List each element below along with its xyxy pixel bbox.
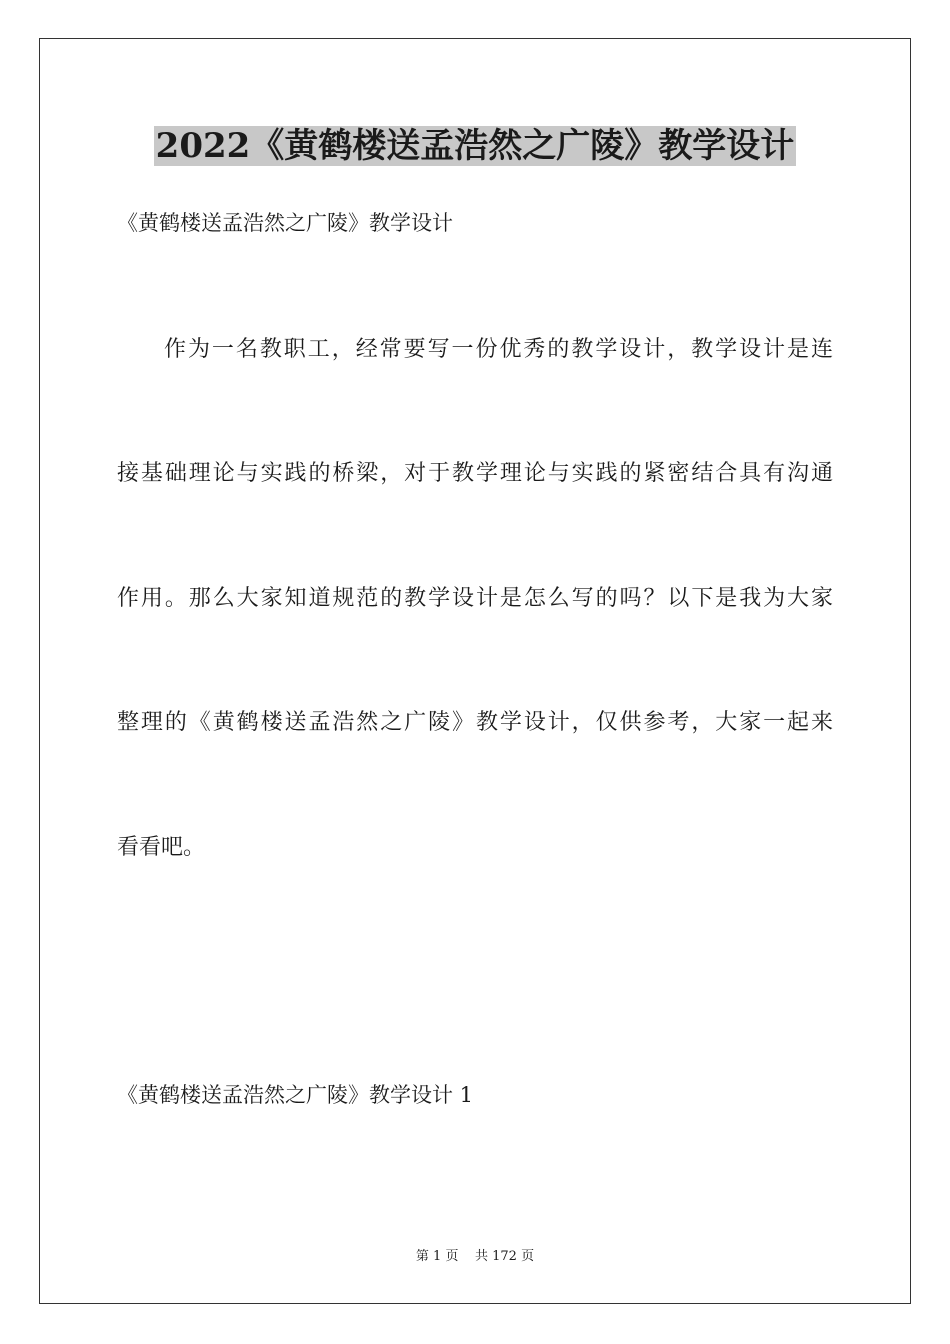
intro-paragraph-line-5: 看看吧。 (117, 835, 206, 860)
document-title-text: 2022《黄鹤楼送孟浩然之广陵》教学设计 (155, 126, 795, 166)
intro-paragraph-line-2: 接基础理论与实践的桥梁，对于教学理论与实践的紧密结合具有沟通 (117, 461, 833, 486)
intro-paragraph-line-3: 作用。那么大家知道规范的教学设计是怎么写的吗？以下是我为大家 (117, 586, 833, 611)
document-subtitle: 《黄鹤楼送孟浩然之广陵》教学设计 (117, 211, 453, 235)
intro-paragraph-line-1: 作为一名教职工，经常要写一份优秀的教学设计，教学设计是连 (164, 337, 833, 362)
document-title (0, 124, 950, 168)
page-number-footer: 第 1 页 共 172 页 (415, 1249, 535, 1264)
intro-paragraph-line-4: 整理的《黄鹤楼送孟浩然之广陵》教学设计，仅供参考，大家一起来 (117, 710, 833, 735)
section-heading: 《黄鹤楼送孟浩然之广陵》教学设计 1 (117, 1083, 474, 1107)
